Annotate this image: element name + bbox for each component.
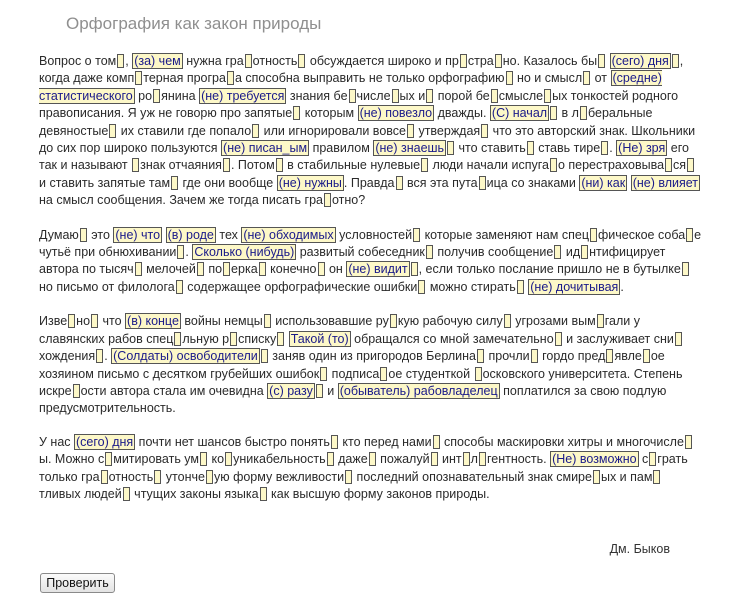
text-fragment: , если только послание пришло не в бутылке [418, 262, 681, 277]
spelling-choice[interactable]: (Не) зря [618, 141, 666, 156]
blank-field[interactable] [117, 54, 124, 68]
text-fragment: что это авторский знак. Школьники до сих пор широко пользуются [39, 123, 696, 156]
text-fragment: кую рабочую силу [397, 314, 503, 329]
blank-field[interactable] [479, 452, 486, 466]
text-fragment: их ставили где попало [117, 123, 252, 138]
text-fragment: или игнорировали вовсе [260, 123, 406, 138]
paragraph [39, 313, 703, 417]
text-fragment: ых тонкостей родного правописания. Я уж не говорю про запятые [39, 88, 679, 121]
text-fragment: угрозами вым [511, 314, 596, 329]
text-fragment: инт [438, 452, 462, 467]
blank-field[interactable] [223, 158, 230, 172]
text-fragment: но [76, 314, 91, 329]
blank-field[interactable] [675, 332, 682, 346]
text-fragment: способы маскировки хитры и многочисле [440, 434, 684, 449]
text-fragment: в стабильные нулевые [283, 158, 421, 173]
text-fragment: отность [252, 54, 298, 68]
text-fragment: дважды. [434, 106, 490, 121]
text-fragment: и [323, 383, 338, 398]
blank-field[interactable] [475, 367, 482, 381]
blank-field[interactable] [477, 349, 484, 363]
blank-field[interactable] [320, 367, 327, 381]
text-fragment: от [591, 71, 611, 86]
spelling-choice[interactable]: (ни) как [581, 175, 626, 190]
text-fragment: ых и пам [600, 469, 653, 484]
text-fragment: люди начали испуга [429, 158, 549, 173]
text-fragment: ую форму вежливости [213, 469, 345, 484]
exercise-text [39, 53, 703, 520]
spelling-choice[interactable]: Такой (то) [290, 331, 349, 346]
blank-field[interactable] [479, 176, 486, 190]
text-fragment: смысле [498, 88, 544, 103]
text-fragment: . [104, 349, 112, 364]
blank-field[interactable] [264, 314, 271, 328]
blank-field[interactable] [225, 452, 232, 466]
blank-field[interactable] [276, 158, 283, 172]
text-fragment: . Потом [230, 158, 275, 173]
blank-field[interactable] [491, 89, 498, 103]
blank-field[interactable] [481, 124, 488, 138]
blank-field[interactable] [643, 349, 650, 363]
check-button[interactable]: Проверить [40, 573, 115, 593]
text-fragment: обсуждается широко и пр [306, 54, 459, 68]
blank-field[interactable] [418, 280, 425, 294]
spelling-choice[interactable]: (Солдаты) освободители [113, 349, 258, 364]
text-fragment: тливых людей [39, 486, 122, 501]
text-fragment: . [620, 279, 624, 294]
blank-field[interactable] [550, 106, 557, 120]
blank-field[interactable] [682, 262, 689, 276]
blank-field[interactable] [260, 487, 267, 501]
blank-field[interactable] [601, 141, 608, 155]
text-fragment: условностей [335, 227, 413, 242]
text-fragment: получив сообщение [433, 245, 554, 260]
page-title: Орфография как закон природы [66, 14, 322, 33]
blank-field[interactable] [171, 176, 178, 190]
spelling-choice[interactable]: (не) писан_ым [223, 141, 308, 156]
text-fragment: прочли [485, 349, 530, 364]
blank-field[interactable] [327, 452, 334, 466]
spelling-choice[interactable]: (Не) возможно [552, 452, 637, 467]
blank-field[interactable] [101, 470, 108, 484]
text-fragment: в л [558, 106, 579, 121]
paragraph [39, 53, 703, 210]
spelling-choice[interactable]: (не) требуется [201, 88, 285, 103]
blank-field[interactable] [653, 470, 660, 484]
blank-field[interactable] [132, 158, 139, 172]
text-fragment: его так и называют [39, 141, 689, 173]
blank-field[interactable] [369, 452, 376, 466]
blank-field[interactable] [200, 452, 207, 466]
blank-field[interactable] [413, 228, 420, 242]
text-fragment: но. Казалось бы [502, 54, 598, 68]
blank-field[interactable] [649, 452, 656, 466]
text-fragment: тех [215, 227, 242, 242]
blank-field[interactable] [555, 332, 562, 346]
text-fragment: что [99, 314, 126, 329]
text-fragment: ставь тире [534, 141, 601, 156]
text-fragment: нтифицирует автора по тысяч [39, 245, 666, 277]
blank-field[interactable] [590, 228, 597, 242]
blank-field[interactable] [96, 349, 103, 363]
text-fragment: утверждая [414, 123, 481, 138]
text-fragment: уникабельность [233, 452, 326, 467]
blank-field[interactable] [316, 384, 323, 398]
blank-field[interactable] [135, 71, 142, 85]
spelling-choice[interactable]: (в) конце [127, 314, 179, 329]
text-fragment: ро [134, 88, 153, 103]
text-fragment: янина [161, 88, 200, 103]
text-fragment: стра [467, 54, 494, 68]
blank-field[interactable] [426, 89, 433, 103]
text-fragment: гордо пред [538, 349, 606, 364]
text-fragment: л [470, 452, 478, 467]
text-fragment: Вопрос о том [39, 54, 117, 68]
text-fragment: е чутьё при обнюхивании [39, 227, 702, 260]
text-fragment: ся [673, 158, 687, 173]
text-fragment: утонче [162, 469, 205, 484]
spelling-choice[interactable]: (не) видит [348, 262, 408, 277]
text-fragment: он [325, 262, 347, 277]
text-fragment: ое студенткой [388, 366, 474, 381]
blank-field[interactable] [261, 349, 268, 363]
blank-field[interactable] [433, 435, 440, 449]
text-fragment: списку [238, 331, 277, 346]
text-fragment: поплатился за свою подлую предусмотрительность. [39, 383, 667, 416]
blank-field[interactable] [685, 435, 692, 449]
spelling-choice[interactable]: (не) влияет [632, 175, 699, 190]
text-fragment: отность [108, 469, 154, 484]
blank-field[interactable] [460, 54, 467, 68]
blank-field[interactable] [665, 158, 672, 172]
text-fragment: льную р [182, 331, 230, 346]
spelling-choice[interactable]: (не) повезло [359, 106, 433, 121]
blank-field[interactable] [154, 470, 161, 484]
blank-field[interactable] [517, 280, 524, 294]
text-fragment: даже [334, 452, 368, 467]
blank-field[interactable] [277, 332, 284, 346]
text-fragment: и заслуживает сни [562, 331, 674, 346]
text-fragment: гентность. [486, 452, 551, 467]
text-fragment: которым [301, 106, 358, 121]
blank-field[interactable] [583, 71, 590, 85]
text-fragment: , [125, 54, 133, 68]
text-fragment: войны немцы [180, 314, 263, 329]
blank-field[interactable] [153, 89, 160, 103]
blank-field[interactable] [331, 435, 338, 449]
blank-field[interactable] [197, 262, 204, 276]
text-fragment: подписа [328, 366, 380, 381]
paragraph [39, 434, 703, 504]
spelling-choice[interactable]: (за) чем [134, 54, 181, 68]
text-fragment: конечно [266, 262, 317, 277]
blank-field[interactable] [495, 54, 502, 68]
blank-field[interactable] [396, 176, 403, 190]
blank-field[interactable] [318, 262, 325, 276]
blank-field[interactable] [447, 141, 454, 155]
blank-field[interactable] [176, 280, 183, 294]
blank-field[interactable] [527, 141, 534, 155]
blank-field[interactable] [73, 384, 80, 398]
text-fragment: как высшую форму законов природы. [267, 486, 490, 501]
blank-field[interactable] [531, 349, 538, 363]
blank-field[interactable] [223, 262, 230, 276]
text-fragment: использовавшие ру [271, 314, 389, 329]
text-fragment: отно? [331, 193, 366, 208]
text-fragment: знак отчаяния [140, 158, 222, 173]
text-fragment: . Правда [343, 175, 395, 190]
text-fragment: ости автора стала им очевидна [80, 383, 268, 398]
spelling-choice[interactable]: (обыватель) рабовладелец [339, 383, 498, 398]
blank-field[interactable] [345, 470, 352, 484]
text-fragment: ерка [231, 262, 258, 277]
blank-field[interactable] [581, 245, 588, 259]
text-fragment: осковского университета. Степень искре [39, 366, 683, 398]
text-fragment: правилом [309, 141, 374, 156]
text-fragment: митировать ум [113, 452, 200, 467]
text-fragment: на смысл сообщения. Зачем же тогда писать гра [39, 193, 323, 208]
blank-field[interactable] [293, 106, 300, 120]
blank-field[interactable] [598, 54, 605, 68]
blank-field[interactable] [504, 314, 511, 328]
spelling-choice[interactable]: (не) нужны [278, 175, 342, 190]
text-fragment: хождения [39, 349, 96, 364]
text-fragment: заняв один из пригородов Берлина [268, 349, 476, 364]
text-fragment: ы. Можно с [39, 452, 105, 467]
blank-field[interactable] [580, 106, 587, 120]
text-fragment: почти нет шансов быстро понять [135, 434, 330, 449]
blank-field[interactable] [426, 245, 433, 259]
blank-field[interactable] [463, 452, 470, 466]
text-fragment: нужна гра [182, 54, 244, 68]
blank-field[interactable] [349, 89, 356, 103]
text-fragment: развитый собеседник [296, 245, 425, 260]
text-fragment: У нас [39, 434, 74, 449]
blank-field[interactable] [230, 332, 237, 346]
blank-field[interactable] [390, 314, 397, 328]
text-fragment: можно стирать [426, 279, 516, 294]
blank-field[interactable] [686, 228, 693, 242]
text-fragment: фическое соба [598, 227, 686, 242]
blank-field[interactable] [606, 349, 613, 363]
blank-field[interactable] [91, 314, 98, 328]
blank-field[interactable] [554, 245, 561, 259]
blank-field[interactable] [506, 71, 513, 85]
blank-field[interactable] [259, 262, 266, 276]
text-fragment: а способна выправить не только орфографию [234, 71, 505, 86]
spelling-choice[interactable]: (не) обходимых [243, 227, 334, 242]
text-fragment: , когда даже комп [39, 54, 684, 86]
text-fragment: ых и [399, 88, 426, 103]
text-fragment: ое хозяином письмо с десятком грубейших ошибок [39, 349, 665, 381]
spelling-choice[interactable]: (средне) статистического [39, 71, 662, 103]
text-fragment: гали у славянских рабов спец [39, 314, 640, 346]
blank-field[interactable] [105, 452, 112, 466]
paragraph [39, 227, 703, 297]
text-fragment: ко [208, 452, 225, 467]
text-fragment: и ставить запятые там [39, 175, 171, 190]
text-fragment: числе [356, 88, 391, 103]
author-signature: Дм. Быков [609, 542, 670, 556]
text-fragment: но письмо от филолога [39, 279, 175, 294]
blank-field[interactable] [123, 487, 130, 501]
text-fragment: беральные девяностые [39, 106, 653, 138]
blank-field[interactable] [392, 89, 399, 103]
spelling-choice[interactable]: (не) что [115, 227, 161, 242]
blank-field[interactable] [672, 54, 679, 68]
blank-field[interactable] [252, 124, 259, 138]
text-fragment: но и смысл [513, 71, 583, 86]
spelling-choice[interactable]: (сего) дня [611, 54, 669, 68]
blank-field[interactable] [177, 245, 184, 259]
text-fragment: по [204, 262, 223, 277]
text-fragment: порой бе [434, 88, 490, 103]
spelling-choice[interactable]: (в) роде [167, 227, 214, 242]
blank-field[interactable] [80, 228, 87, 242]
blank-field[interactable] [324, 193, 331, 207]
blank-field[interactable] [109, 124, 116, 138]
text-fragment: терная програ [143, 71, 226, 86]
spelling-choice[interactable]: Сколько (нибудь) [194, 245, 295, 260]
blank-field[interactable] [174, 332, 181, 346]
blank-field[interactable] [135, 262, 142, 276]
text-fragment: обращался со мной замечательно [350, 331, 554, 346]
blank-field[interactable] [298, 54, 305, 68]
text-fragment: . [185, 245, 193, 260]
blank-field[interactable] [550, 158, 557, 172]
text-fragment: чтущих законы языка [130, 486, 259, 501]
blank-field[interactable] [380, 367, 387, 381]
blank-field[interactable] [421, 158, 428, 172]
text-fragment: последний опознавательный знак смире [353, 469, 592, 484]
text-fragment: кто перед нами [338, 434, 432, 449]
text-fragment: мелочей [142, 262, 196, 277]
text-fragment: с [638, 452, 649, 467]
spelling-choice[interactable]: (с) разу [269, 383, 313, 398]
text-fragment: явле [614, 349, 642, 364]
text-fragment: что ставить [455, 141, 526, 156]
spelling-choice[interactable]: (сего) дня [76, 434, 134, 449]
text-fragment: где они вообще [179, 175, 277, 190]
text-fragment: пожалуй [376, 452, 430, 467]
blank-field[interactable] [597, 314, 604, 328]
blank-field[interactable] [411, 262, 418, 276]
text-fragment: Думаю [39, 227, 79, 242]
text-fragment: ица со знаками [486, 175, 580, 190]
text-fragment: это [87, 227, 114, 242]
blank-field[interactable] [544, 89, 551, 103]
blank-field[interactable] [245, 54, 252, 68]
spelling-choice[interactable]: (С) начал [491, 106, 548, 121]
text-fragment: ид [562, 245, 581, 260]
spelling-choice[interactable]: (не) знаешь [375, 141, 445, 156]
blank-field[interactable] [68, 314, 75, 328]
text-fragment: Изве [39, 314, 68, 329]
blank-field[interactable] [407, 124, 414, 138]
text-fragment: содержащее орфографические ошибки [183, 279, 418, 294]
blank-field[interactable] [206, 470, 213, 484]
text-fragment: которые заменяют нам спец [421, 227, 590, 242]
blank-field[interactable] [687, 158, 694, 172]
blank-field[interactable] [227, 71, 234, 85]
blank-field[interactable] [593, 470, 600, 484]
text-fragment: знания бе [286, 88, 348, 103]
text-fragment: грать только гра [39, 452, 688, 484]
text-fragment: вся эта пута [403, 175, 478, 190]
spelling-choice[interactable]: (не) дочитывая [530, 279, 619, 294]
blank-field[interactable] [431, 452, 438, 466]
text-fragment: о перестраховыва [557, 158, 665, 173]
text-fragment: . [609, 141, 617, 156]
